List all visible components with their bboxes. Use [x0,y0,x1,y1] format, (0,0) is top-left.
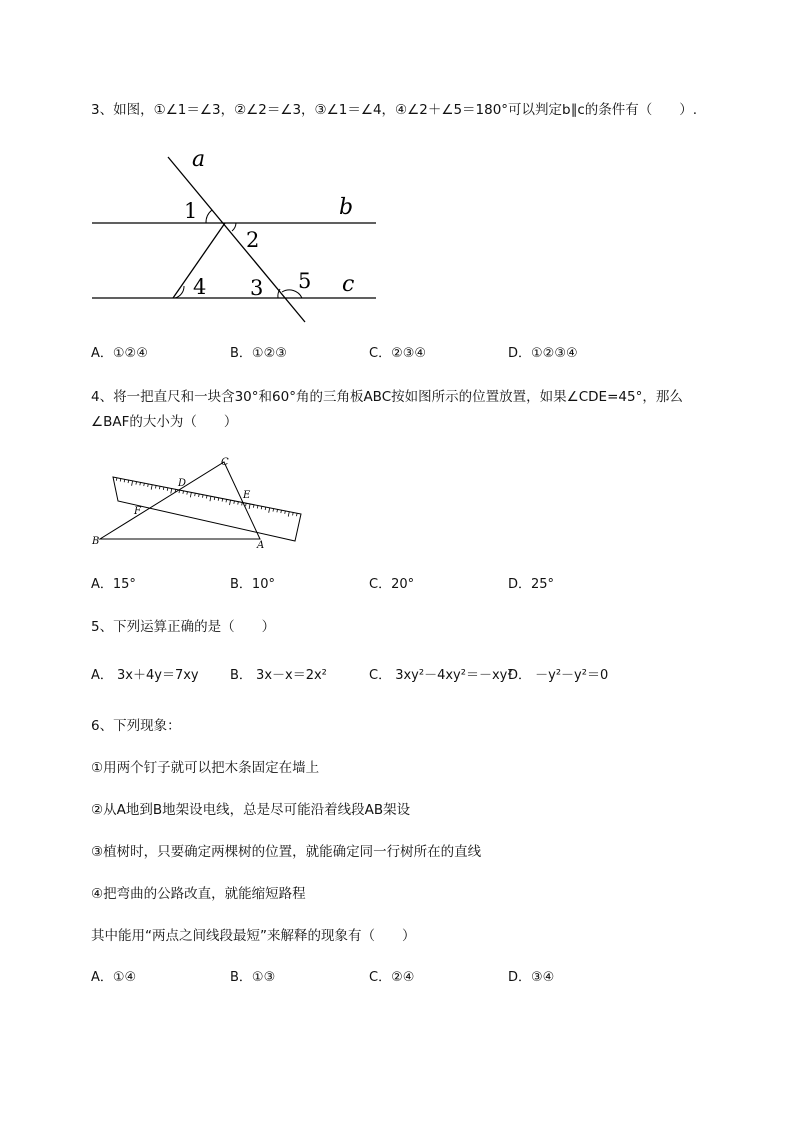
q4-figure [88,452,313,552]
q3-option-b: B．①②③ [230,346,287,361]
q4-label-A: A [257,540,265,551]
q4-ruler-tick [120,479,121,482]
q3-label-c: c [342,272,355,297]
q4-ruler-tick [281,510,282,513]
q3-arc-2 [232,223,236,231]
q4-ruler-tick [238,502,239,505]
q3-label-4: 4 [193,275,207,299]
q4-ruler-tick [218,498,219,501]
q6-item-2: ②从A地到B地架设电线，总是尽可能沿着线段AB架设 [91,802,411,818]
q4-ruler-tick [179,490,180,493]
q3-label-5: 5 [298,269,312,293]
q4-stem-line2: ∠BAF的大小为（ ） [91,414,238,430]
q3-label-1: 1 [184,199,198,223]
q4-ruler-tick [234,501,235,504]
q4-ruler-tick [199,494,200,497]
q4-ruler-tick [246,503,247,506]
q4-option-c: C．20° [369,577,415,592]
q5-option-c: C． 3xy²－4xy²＝－xy² [369,668,513,683]
q4-ruler-tick [136,482,137,485]
q3-option-c: C．②③④ [369,346,427,361]
q4-label-B: B [92,536,100,547]
q4-label-C: C [221,457,229,468]
q4-ruler-tick [190,492,191,497]
q4-ruler-tick [187,492,188,495]
q3-figure [80,140,390,340]
q4-ruler-tick [222,499,223,502]
q4-option-b: B．10° [230,577,275,592]
q3-option-a: A．①②④ [91,346,148,361]
q4-ruler-tick [148,484,149,487]
q6-item-1: ①用两个钉子就可以把木条固定在墙上 [91,760,320,776]
q4-option-d: D．25° [508,577,555,592]
q4-ruler-tick [116,478,117,481]
q3-label-3: 3 [250,276,264,300]
q3-stem: 3、如图，①∠1＝∠3，②∠2＝∠3，③∠1＝∠4，④∠2＋∠5＝180°可以判定b∥c的条件有（ ）. [91,102,698,118]
q3-option-d: D．①②③④ [508,346,578,361]
q4-ruler-tick [132,481,133,486]
q4-ruler-tick [265,507,266,510]
q4-ruler-tick [288,512,289,517]
q4-label-E: E [243,490,251,501]
q4-option-a: A．15° [91,577,136,592]
q4-stem-line1: 4、将一把直尺和一块含30°和60°角的三角板ABC按如图所示的位置放置，如果∠CDE=45°，那么 [91,389,683,405]
q6-option-b: B．①③ [230,970,276,985]
q6-item-4: ④把弯曲的公路改直，就能缩短路程 [91,886,306,902]
q4-ruler-tick [285,511,286,514]
q4-ruler-tick [144,483,145,486]
q6-option-c: C．②④ [369,970,415,985]
q4-ruler-tick [171,489,172,494]
q6-stem: 6、下列现象： [91,718,181,734]
q4-ruler-tick [261,506,262,509]
q4-ruler-tick [159,486,160,489]
q6-item-3: ③植树时，只要确定两棵树的位置，就能确定同一行树所在的直线 [91,844,482,860]
q4-ruler-tick [167,488,168,491]
q3-arc-1 [206,210,212,223]
q3-label-2: 2 [246,228,260,252]
q4-ruler-tick [206,496,207,499]
q4-ruler-tick [230,500,231,505]
q4-label-D: D [178,478,187,489]
q4-ruler-tick [249,504,250,509]
q3-label-a: a [192,147,206,172]
q5-option-d: D． －y²－y²＝0 [508,668,609,683]
q4-ruler-tick [273,509,274,512]
q3-line-a [168,157,305,322]
q6-question: 其中能用“两点之间线段最短”来解释的现象有（ ） [91,928,416,944]
q5-option-b: B． 3x－x＝2x² [230,668,327,683]
q4-ruler-tick [140,482,141,485]
q4-ruler-tick [203,495,204,498]
q4-ruler-tick [163,487,164,490]
q4-ruler-tick [226,499,227,502]
q4-ruler-tick [293,512,294,515]
q5-stem: 5、下列运算正确的是（ ） [91,619,276,635]
q4-ruler-tick [151,485,152,490]
q4-ruler-tick [277,509,278,512]
q4-ruler-tick [128,480,129,483]
q4-ruler-tick [210,496,211,501]
q4-ruler-tick [195,493,196,496]
q4-ruler-ticks [116,478,297,517]
q4-ruler-tick [124,479,125,482]
q5-option-a: A． 3x＋4y＝7xy [91,668,199,683]
q3-label-b: b [339,195,354,220]
q4-ruler-tick [183,491,184,494]
q4-ruler-tick [269,508,270,513]
q4-ruler-tick [156,485,157,488]
q6-option-d: D．③④ [508,970,555,985]
q4-ruler-tick [257,506,258,509]
q4-ruler-tick [253,505,254,508]
q4-label-F: F [134,506,141,517]
q6-option-a: A．①④ [91,970,137,985]
q4-ruler [113,477,301,541]
q4-ruler-tick [214,497,215,500]
q4-ruler-tick [242,502,243,505]
q4-ruler-tick [297,513,298,516]
